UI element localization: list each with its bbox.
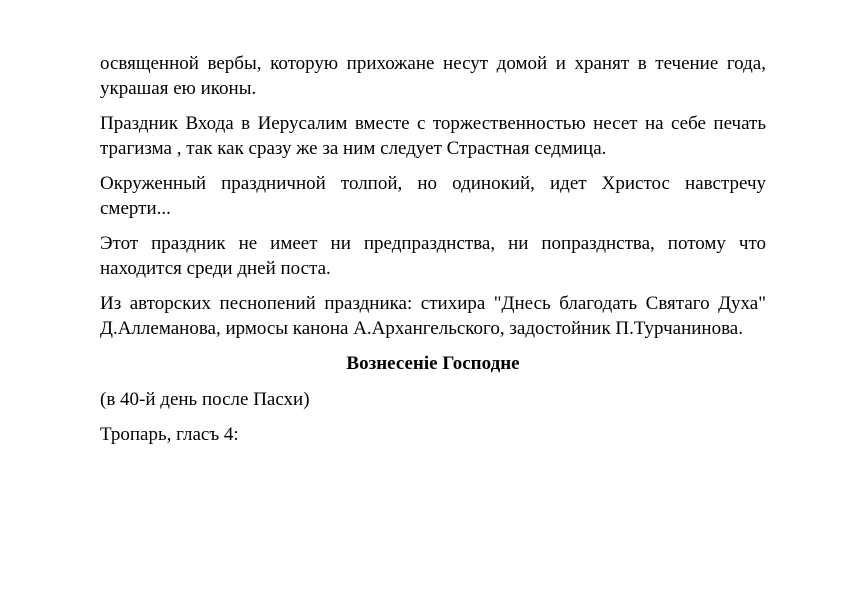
section-heading: Вознесеніе Господне — [346, 353, 520, 374]
paragraph-verba: освященной вербы, которую прихожане несут домой и хранят в течение года, украшая ею иконы. — [100, 53, 766, 99]
section-subtitle: (в 40-й день после Пасхи) — [100, 388, 310, 410]
paragraph-author-hymns: Из авторских песнопений праздника: стихира "Днесь благодать Святаго Духа" Д.Аллеманова, ирмосы канона А.Архангельского, задостойник П.Турчанинова. — [100, 293, 766, 339]
paragraph-christ-crowd: Окруженный праздничной толпой, но одинокий, идет Христос навстречу смерти... — [100, 173, 766, 219]
paragraph-entry-jerusalem: Праздник Входа в Иерусалим вместе с торжественностью несет на себе печать трагизма , так как сразу же за ним следует Страстная седмица. — [100, 113, 766, 159]
paragraph-no-forefeast: Этот праздник не имеет ни предпразднства, ни попразднства, потому что находится среди дней поста. — [100, 233, 766, 279]
document-body — [100, 52, 766, 459]
troparion-label: Тропарь, гласъ 4: — [100, 424, 239, 445]
